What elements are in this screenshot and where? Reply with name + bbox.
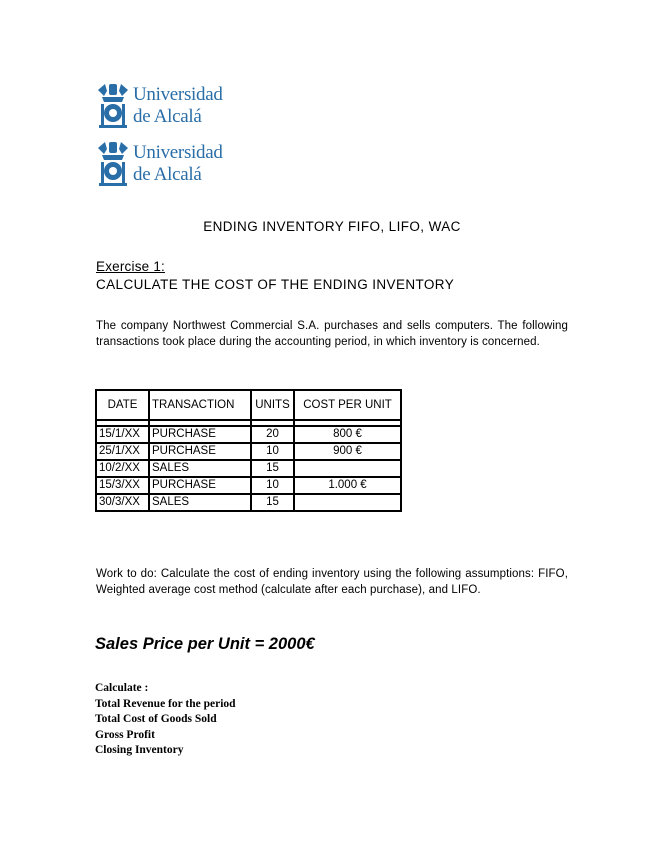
- university-logo: [96, 140, 226, 190]
- cell-units: 15: [251, 460, 294, 477]
- table-row: [96, 460, 401, 477]
- document-title: ENDING INVENTORY FIFO, LIFO, WAC: [203, 219, 461, 234]
- header-units: UNITS: [251, 390, 294, 420]
- calculate-item: Gross Profit: [95, 728, 155, 741]
- header-transaction: TRANSACTION: [149, 390, 251, 420]
- cell-units: 10: [251, 443, 294, 460]
- cell-units: 15: [251, 494, 294, 511]
- cell-transaction: PURCHASE: [149, 477, 251, 494]
- table-row: [96, 426, 401, 443]
- header-cost: COST PER UNIT: [294, 390, 401, 420]
- cell-units: 10: [251, 477, 294, 494]
- logo-line2: de Alcalá: [133, 106, 202, 127]
- cell-cost: 1.000 €: [294, 477, 401, 494]
- calculate-list: [95, 681, 236, 759]
- cell-transaction: PURCHASE: [149, 443, 251, 460]
- logo-line1: Universidad: [133, 84, 223, 105]
- sales-price: Sales Price per Unit = 2000€: [95, 635, 315, 653]
- cell-cost: [294, 494, 401, 511]
- calculate-heading: Calculate :: [95, 682, 149, 694]
- cell-units: 20: [251, 426, 294, 443]
- intro-paragraph: The company Northwest Commercial S.A. purchases and sells computers. The following transactions took place during the accounting period, in which inventory is concerned.: [96, 320, 568, 348]
- transactions-table: [95, 389, 402, 512]
- calculate-item: Closing Inventory: [95, 744, 184, 756]
- university-crest-icon: [96, 140, 130, 188]
- cell-date: 25/1/XX: [96, 443, 149, 460]
- work-paragraph: Work to do: Calculate the cost of ending inventory using the following assumptions: FIFO, Weighted average cost method (calculate after each purchase), and LIFO.: [96, 568, 568, 596]
- university-crest-icon: [96, 82, 130, 130]
- cell-transaction: SALES: [149, 494, 251, 511]
- table-row: [96, 494, 401, 511]
- calculate-item: Total Cost of Goods Sold: [95, 713, 217, 725]
- university-logo: [96, 82, 226, 132]
- calculate-item: Total Revenue for the period: [95, 697, 236, 710]
- table-header-row: [96, 390, 401, 420]
- cell-date: 10/2/XX: [96, 460, 149, 477]
- logo-line2: de Alcalá: [133, 164, 202, 185]
- header-date: DATE: [96, 390, 149, 420]
- cell-cost: [294, 460, 401, 477]
- exercise-label: Exercise 1:: [96, 259, 165, 274]
- cell-cost: 900 €: [294, 443, 401, 460]
- cell-date: 15/3/XX: [96, 477, 149, 494]
- cell-transaction: SALES: [149, 460, 251, 477]
- cell-date: 15/1/XX: [96, 426, 149, 443]
- table-row: [96, 443, 401, 460]
- exercise-subtitle: CALCULATE THE COST OF THE ENDING INVENTORY: [96, 277, 455, 292]
- cell-transaction: PURCHASE: [149, 426, 251, 443]
- logo-line1: Universidad: [133, 142, 223, 163]
- table-row: [96, 477, 401, 494]
- cell-cost: 800 €: [294, 426, 401, 443]
- cell-date: 30/3/XX: [96, 494, 149, 511]
